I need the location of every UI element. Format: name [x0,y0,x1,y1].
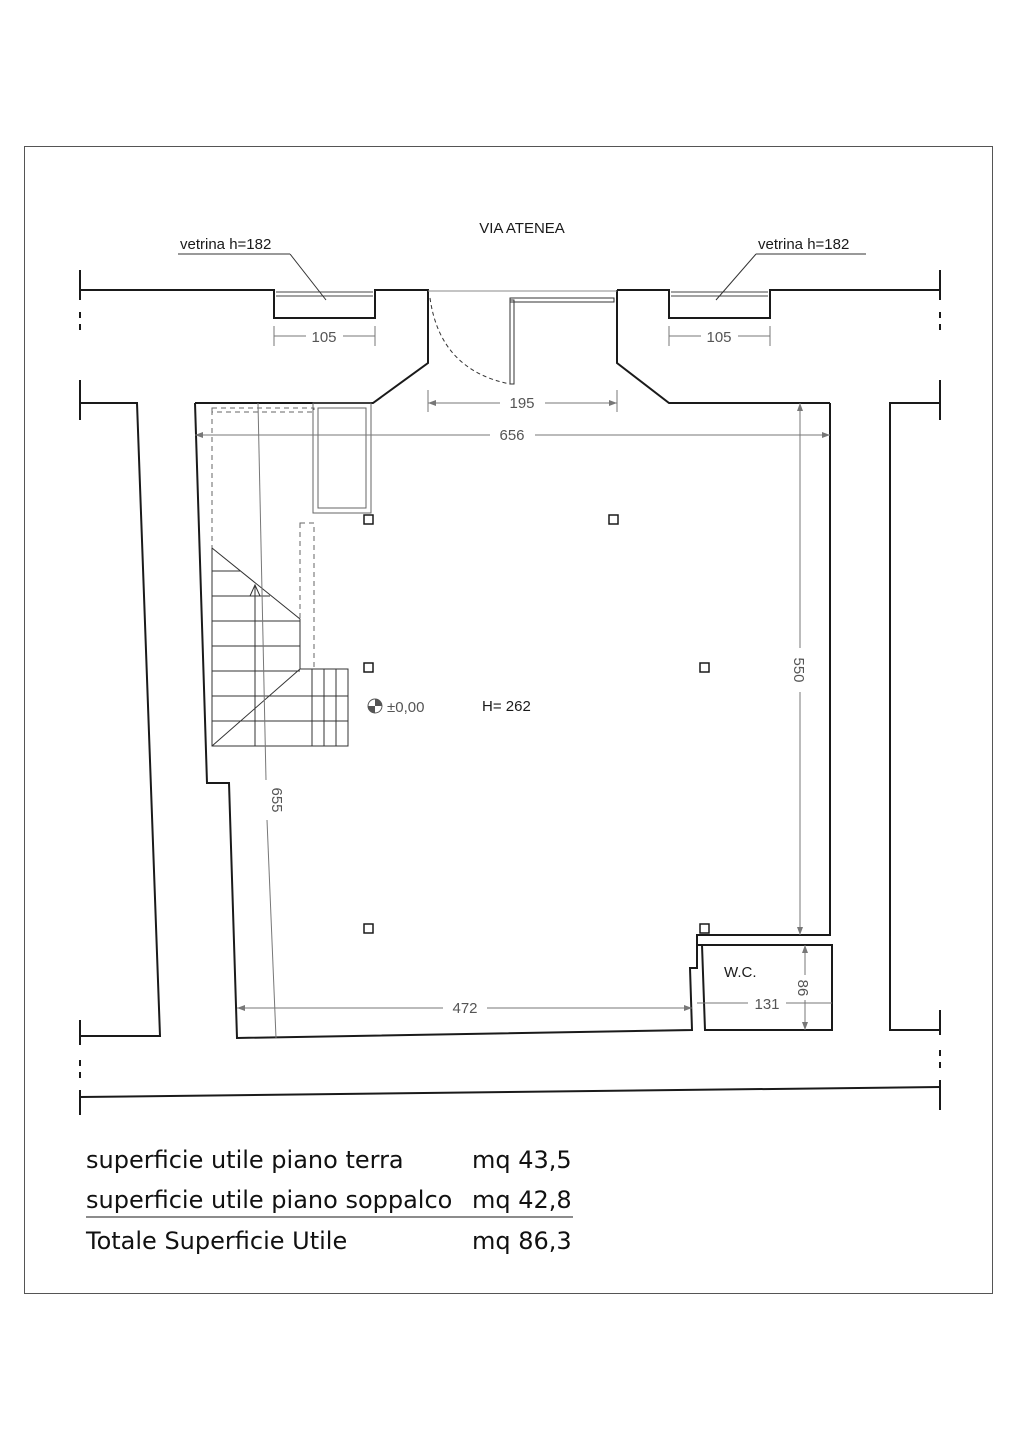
column [364,663,373,672]
area-value: mq 86,3 [472,1227,572,1255]
dim-wc-width: 131 [754,996,780,1013]
dim-wc-depth: 86 [794,979,811,997]
area-label: superficie utile piano soppalco [86,1186,453,1214]
street-label: VIA ATENEA [479,220,565,237]
dim-window-right: 105 [706,329,732,346]
dim-door-width: 195 [509,395,535,412]
column [364,515,373,524]
sheet-frame [25,147,993,1294]
column [700,924,709,933]
staircase [212,548,348,746]
column [700,663,709,672]
level-mark: ±0,00 [387,699,425,716]
wc-label: W.C. [724,964,757,981]
area-value: mq 43,5 [472,1146,572,1174]
window-label-right: vetrina h=182 [758,236,850,253]
dim-window-left: 105 [311,329,337,346]
columns [364,515,709,933]
dim-left-height: 655 [268,787,285,813]
window-label-left: vetrina h=182 [180,236,272,253]
column [609,515,618,524]
window-leaders [178,254,866,300]
level-marker-icon [368,699,382,713]
area-label: Totale Superficie Utile [86,1227,348,1255]
ceiling-height: H= 262 [482,698,531,715]
window-sills [276,291,768,296]
area-value: mq 42,8 [472,1186,572,1214]
area-label: superficie utile piano terra [86,1146,404,1174]
dim-right-height: 550 [790,657,807,683]
door [430,298,614,384]
dim-inner-width: 656 [499,427,525,444]
column [364,924,373,933]
mezzanine-outline [212,403,371,669]
dim-bottom-width: 472 [452,1000,478,1017]
